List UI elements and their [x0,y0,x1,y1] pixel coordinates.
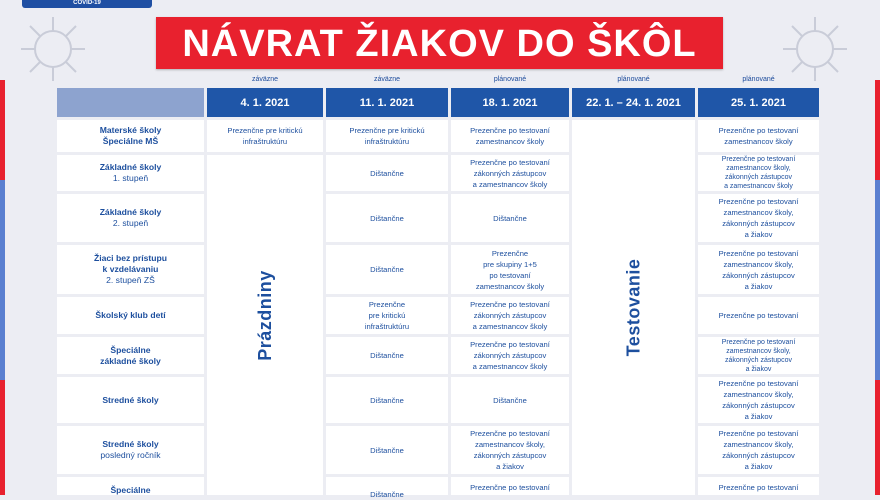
row-label: Základné školy 1. stupeň [57,155,204,191]
row-label: Školský klub detí [57,297,204,334]
row-label: Žiaci bez prístupu k vzdelávaniu 2. stupeň ZŠ [57,245,204,294]
table-cell: Dištančne [326,245,448,294]
table-cell: Dištančne [326,194,448,242]
column-status: záväzne [373,76,401,83]
table-cell: Prezenčne po testovaní [698,477,819,495]
table-cell: Prezenčne po testovaní zamestnancov školy, zákonných zástupcov a žiakov [698,377,819,423]
column-status: plánované [742,76,775,83]
table-cell: Prezenčne pre kritickú infraštruktúru [326,120,448,152]
table-cell: Prezenčne po testovaní [451,477,569,495]
row-label: Materské školy Špeciálne MŠ [57,120,204,152]
table-cell: Prezenčne po testovaní [698,297,819,334]
table-cell: Prezenčne po testovaní zamestnancov školy, zákonných zástupcov a žiakov [698,245,819,294]
column-header-date: 18. 1. 2021 [451,88,569,117]
table-cell: Prezenčne po testovaní zamestnancov školy, zákonných zástupcov a zamestnancov školy [698,155,819,191]
header-blank-cell [57,88,204,117]
virus-icon [18,14,88,84]
left-red-stripe-2 [0,380,5,495]
table-cell: Prezenčne po testovaní zákonných zástupcov a zamestnancov školy [451,155,569,191]
table-cell: Prezenčne po testovaní zákonných zástupcov a zamestnancov školy [451,337,569,374]
column-header-date: 25. 1. 2021 [698,88,819,117]
table-cell: Dištančne [451,194,569,242]
column-header-date: 4. 1. 2021 [207,88,323,117]
table-cell: Prezenčne pre kritickú infraštruktúru [326,297,448,334]
covid-badge: COVID-19 [22,0,152,8]
table-cell: Prezenčne po testovaní zamestnancov školy [451,120,569,152]
column-header-date: 22. 1. – 24. 1. 2021 [572,88,695,117]
testing-merged-cell: Testovanie [572,120,695,495]
table-cell: Dištančne [326,377,448,423]
right-red-stripe-2 [875,380,880,495]
table-cell: Dištančne [326,337,448,374]
left-red-stripe [0,80,5,180]
row-label: Špeciálne [57,477,204,495]
table-cell: Prezenčne pre skupiny 1+5 po testovaní zamestnancov školy [451,245,569,294]
column-status: plánované [617,76,650,83]
row-label: Základné školy 2. stupeň [57,194,204,242]
row-label: Stredné školy posledný ročník [57,426,204,474]
table-cell: Dištančne [326,155,448,191]
left-blue-stripe [0,180,5,380]
table-cell: Prezenčne po testovaní zamestnancov školy, zákonných zástupcov a žiakov [698,194,819,242]
right-red-stripe [875,80,880,180]
column-header-date: 11. 1. 2021 [326,88,448,117]
holiday-merged-cell: Prázdniny [207,155,323,495]
page-title: NÁVRAT ŽIAKOV DO ŠKÔL [156,17,723,69]
table-cell: Prezenčne po testovaní zamestnancov školy, zákonných zástupcov a žiakov [698,426,819,474]
virus-icon [780,14,850,84]
column-status: plánované [493,76,527,83]
table-cell: Prezenčne po testovaní zákonných zástupcov a zamestnancov školy [451,297,569,334]
table-cell: Prezenčne po testovaní zamestnancov školy [698,120,819,152]
table-cell: Dištančne [326,426,448,474]
table-cell: Prezenčne pre kritickú infraštruktúru [207,120,323,152]
table-cell: Dištančne [451,377,569,423]
column-status: záväzne [251,76,279,83]
row-label: Špeciálne základné školy [57,337,204,374]
right-blue-stripe [875,180,880,380]
table-cell: Prezenčne po testovaní zamestnancov školy, zákonných zástupcov a žiakov [698,337,819,374]
table-cell: Prezenčne po testovaní zamestnancov školy, zákonných zástupcov a žiakov [451,426,569,474]
row-label: Stredné školy [57,377,204,423]
table-cell: Dištančne [326,477,448,495]
